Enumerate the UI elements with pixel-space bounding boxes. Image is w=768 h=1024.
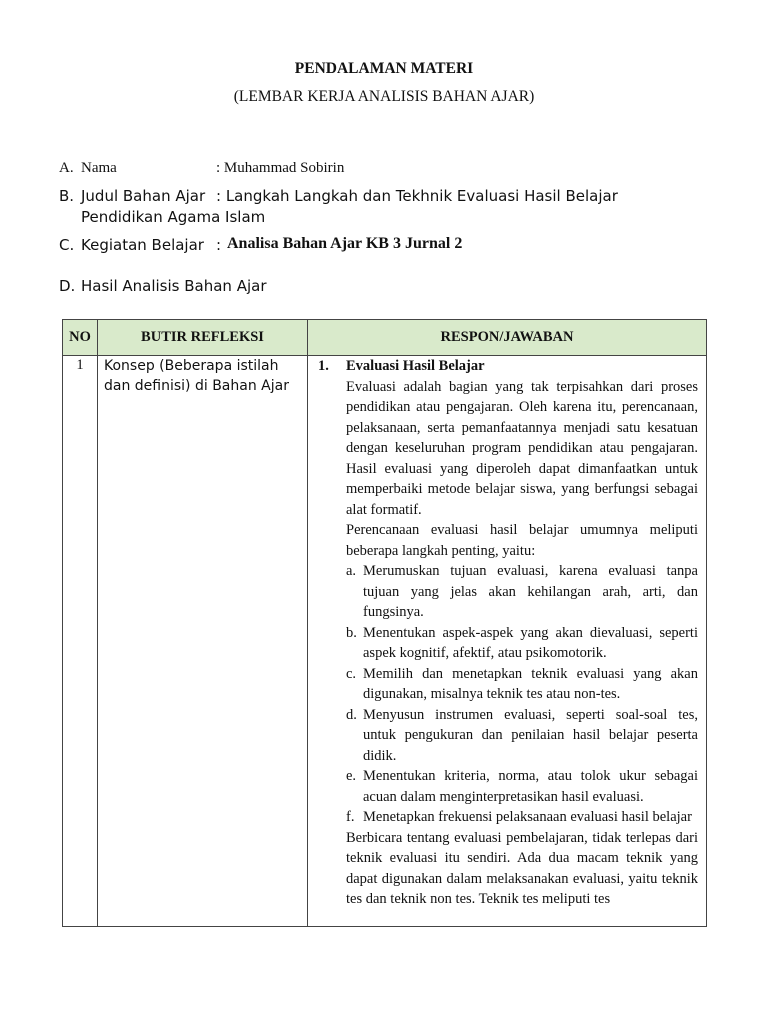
list-letter: a. (346, 563, 357, 579)
field-nama (59, 160, 117, 177)
field-hasil-analisis (59, 277, 267, 295)
list-item (346, 766, 698, 807)
field-judul (59, 187, 205, 205)
list-item (346, 807, 698, 828)
header-butir: BUTIR REFLEKSI (98, 320, 308, 356)
list-letter: f. (346, 809, 355, 825)
list-text: Merumuskan tujuan evaluasi, karena evaluasi tanpa tujuan yang jelas akan kehilangan arah, arti, dan fungsinya. (363, 563, 698, 620)
table-row (63, 356, 707, 927)
field-letter: D. (59, 277, 76, 295)
field-letter: A. (59, 160, 74, 176)
field-value-judul: : Langkah Langkah dan Tekhnik Evaluasi Hasil Belajar (216, 187, 618, 205)
page-subtitle: (LEMBAR KERJA ANALISIS BAHAN AJAR) (233, 88, 535, 105)
field-kegiatan (59, 236, 204, 254)
steps-list (346, 561, 698, 828)
list-letter: d. (346, 706, 357, 723)
paragraph: Evaluasi adalah bagian yang tak terpisahkan dari proses pendidikan atau pengajaran. Oleh karena itu, perencanaan, pelaksanaan, serta pemanfaatannya menjadi satu kesatuan dengan keseluruhan program pendidikan atau pengajaran. Hasil evaluasi yang diperoleh dapat dimanfaatkan untuk memperbaiki metode belajar siswa, yang berfungsi sebagai alat formatif. (346, 378, 698, 518)
field-value-nama: : Muhammad Sobirin (216, 160, 345, 176)
list-text: Menentukan kriteria, norma, atau tolok ukur sebagai acuan dalam menginterpretasikan hasil evaluasi. (363, 768, 698, 805)
list-item (346, 561, 698, 623)
analysis-table (62, 319, 707, 927)
field-label: Kegiatan Belajar (81, 236, 204, 254)
section-heading (318, 356, 698, 377)
list-text: Menetapkan frekuensi pelaksanaan evaluasi hasil belajar (363, 809, 692, 825)
page-title: PENDALAMAN MATERI (294, 60, 474, 77)
list-item (346, 664, 698, 705)
list-item (346, 623, 698, 664)
section-number: 1. (318, 358, 329, 374)
list-letter: c. (346, 665, 357, 682)
field-colon: : (216, 236, 222, 254)
paragraph: Perencanaan evaluasi hasil belajar umumnya meliputi beberapa langkah penting, yaitu: (346, 522, 698, 559)
section-title: Evaluasi Hasil Belajar (346, 358, 485, 374)
field-value-kegiatan: Analisa Bahan Ajar KB 3 Jurnal 2 (227, 235, 463, 252)
list-text: Menyusun instrumen evaluasi, seperti soal-soal tes, untuk pengukuran dan penilaian hasil belajar peserta didik. (363, 706, 698, 764)
paragraph: Berbicara tentang evaluasi pembelajaran, tidak terlepas dari teknik evaluasi itu sendiri. Ada dua macam teknik yang dapat digunakan dalam melaksanakan evaluasi, yaitu teknik tes dan teknik non tes. Teknik tes meliputi tes (346, 829, 698, 907)
butir-cell: Konsep (Beberapa istilah dan definisi) di Bahan Ajar (98, 356, 308, 927)
respon-cell (308, 356, 707, 927)
field-letter: B. (59, 187, 75, 205)
respon-content (308, 356, 706, 910)
list-letter: b. (346, 624, 357, 641)
list-text: Menentukan aspek-aspek yang akan dievaluasi, seperti aspek kognitif, afektif, atau psikomotorik. (363, 624, 698, 661)
field-label: Hasil Analisis Bahan Ajar (81, 277, 267, 295)
row-number: 1 (63, 356, 98, 927)
header-respon: RESPON/JAWABAN (308, 320, 707, 356)
header-no: NO (63, 320, 98, 356)
list-letter: e. (346, 768, 357, 784)
field-label: Nama (81, 160, 117, 176)
field-value-judul-cont: Pendidikan Agama Islam (81, 208, 266, 226)
list-item (346, 705, 698, 767)
list-text: Memilih dan menetapkan teknik evaluasi yang akan digunakan, misalnya teknik tes atau non-tes. (363, 665, 698, 702)
field-label: Judul Bahan Ajar (81, 187, 206, 205)
field-letter: C. (59, 236, 75, 254)
table-header-row (63, 320, 707, 356)
